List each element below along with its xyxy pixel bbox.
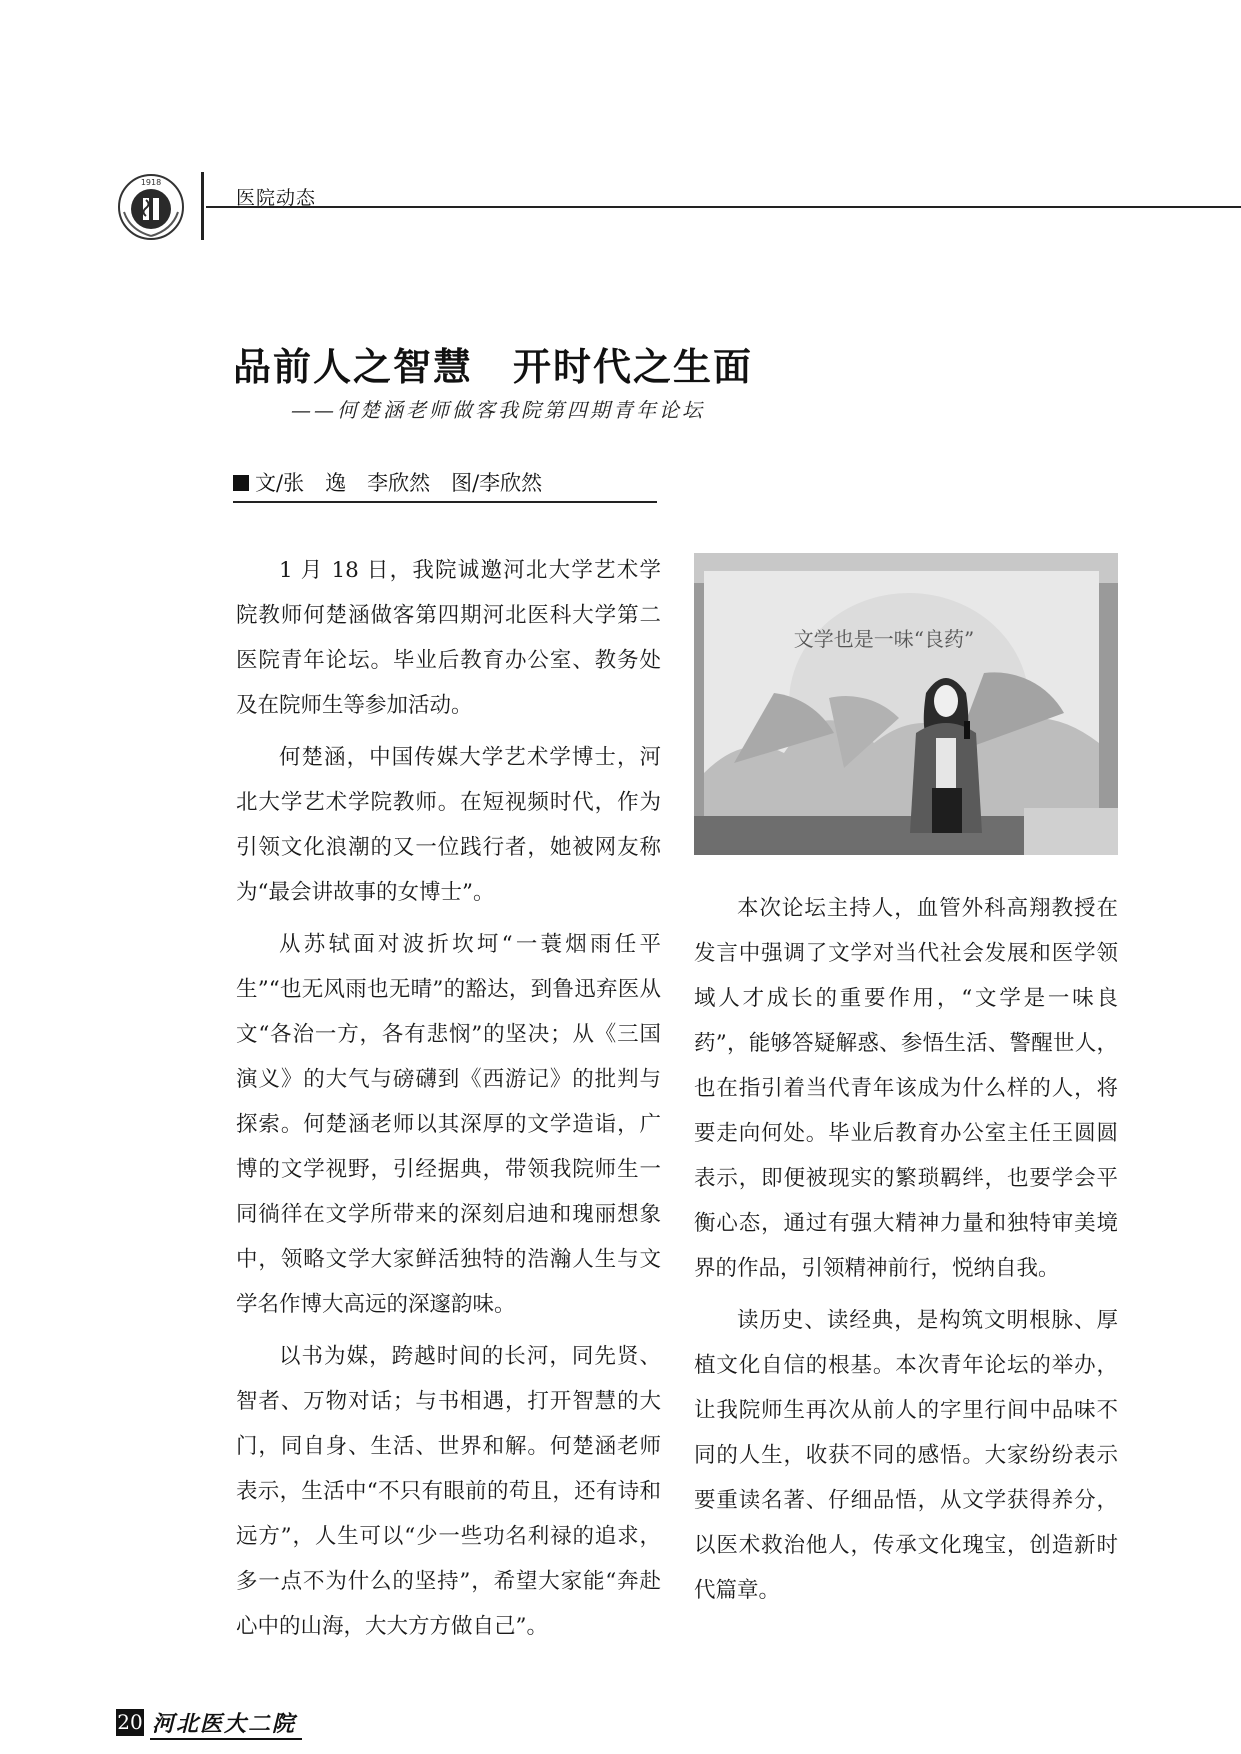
paragraph: 从苏轼面对波折坎坷“一蓑烟雨任平生”“也无风雨也无晴”的豁达，到鲁迅弃医从文“各治一方，各有悲悯”的坚决；从《三国演义》的大气与磅礴到《西游记》的批判与探索。何楚涵老师以其深厚的文学造诣，广博的文学视野，引经据典，带领我院师生一同徜徉在文学所带来的深刻启迪和瑰丽想象中，领略文学大家鲜活独特的浩瀚人生与文学名作博大高远的深邃韵味。: [236, 932, 661, 1317]
page-number: 20: [117, 1710, 143, 1734]
magazine-name: 河北医大二院: [150, 1707, 302, 1740]
slide-text: 文学也是一味“良药”: [793, 627, 975, 651]
paragraph: 以书为媒，跨越时间的长河，同先贤、智者、万物对话；与书相遇，打开智慧的大门，同自身、生活、世界和解。何楚涵老师表示，生活中“不只有眼前的苟且，还有诗和远方”，人生可以“少一些功名利禄的追求，多一点不为什么的坚持”，希望大家能“奔赴心中的山海，大大方方做自己”。: [236, 1344, 661, 1639]
header-vertical-rule: [201, 172, 204, 240]
paragraph: 读历史、读经典，是构筑文明根脉、厚植文化自信的根基。本次青年论坛的举办，让我院师生再次从前人的字里行间中品味不同的人生，收获不同的感悟。大家纷纷表示要重读名著、仔细品悟，从文学获得养分，以医术救治他人，传承文化瑰宝，创造新时代篇章。: [694, 1308, 1118, 1603]
hospital-logo: [116, 172, 186, 242]
square-bullet-icon: [233, 475, 249, 491]
article-subtitle: ——何楚涵老师做客我院第四期青年论坛: [291, 398, 705, 422]
paragraph: 本次论坛主持人，血管外科高翔教授在发言中强调了文学对当代社会发展和医学领域人才成长的重要作用，“文学是一味良药”，能够答疑解惑、参悟生活、警醒世人，也在指引着当代青年该成为什么样的人，将要走向何处。毕业后教育办公室主任王圆圆表示，即便被现实的繁琐羁绊，也要学会平衡心态，通过有强大精神力量和独特审美境界的作品，引领精神前行，悦纳自我。: [694, 896, 1118, 1281]
section-label: 医院动态: [236, 187, 317, 209]
right-column: [694, 886, 1118, 1620]
paragraph: 何楚涵，中国传媒大学艺术学博士，河北大学艺术学院教师。在短视频时代，作为引领文化浪潮的又一位践行者，她被网友称为“最会讲故事的女博士”。: [236, 745, 661, 905]
byline: [233, 467, 657, 503]
paragraph: 1 月 18 日，我院诚邀河北大学艺术学院教师何楚涵做客第四期河北医科大学第二医院青年论坛。毕业后教育办公室、教务处及在院师生等参加活动。: [236, 558, 661, 718]
left-column: [236, 548, 661, 1656]
article-title: 品前人之智慧 开时代之生面: [233, 344, 754, 389]
header-horizontal-rule: [206, 206, 1241, 208]
byline-text: 文/张 逸 李欣然 图/李欣然: [255, 471, 543, 495]
event-photo: [694, 553, 1118, 855]
logo-year: 1918: [140, 178, 162, 187]
